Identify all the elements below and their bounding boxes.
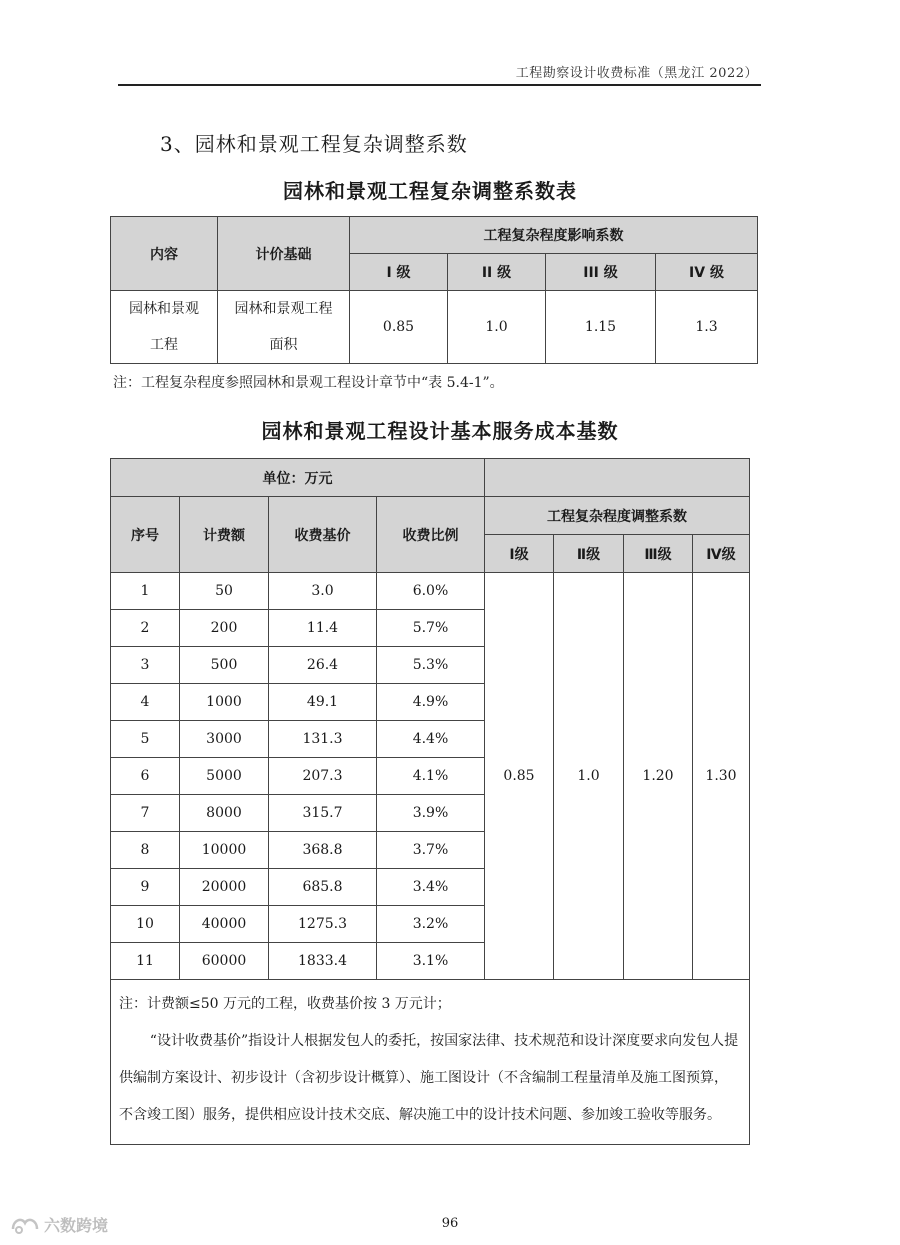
table2-note-line1: 注：计费额≤50 万元的工程，收费基价按 3 万元计； [119,996,451,1012]
table2-unit-label: 单位：万元 [111,459,485,497]
table1-cell-basis [218,291,350,364]
table2-header-fee: 计费额 [180,497,269,573]
row-no: 2 [111,610,180,647]
factor-level-3: 1.20 [624,573,693,980]
row-ratio: 3.1% [377,943,485,980]
table2-header-factor-group: 工程复杂程度调整系数 [485,497,750,535]
row-base: 685.8 [269,869,377,906]
row-fee: 3000 [180,721,269,758]
row-base: 11.4 [269,610,377,647]
row-base: 49.1 [269,684,377,721]
row-ratio: 4.9% [377,684,485,721]
header-rule [118,84,761,86]
service-cost-base-table [110,458,750,1145]
row-base: 26.4 [269,647,377,684]
row-no: 6 [111,758,180,795]
table1-header-level-3: III 级 [546,254,656,291]
table1-basis-line1: 园林和景观工程 [234,301,333,317]
row-ratio: 6.0% [377,573,485,610]
table1-value-level-1: 0.85 [350,291,448,364]
table1-content-line2: 工程 [150,337,178,353]
row-no: 4 [111,684,180,721]
table1-header-factor-group: 工程复杂程度影响系数 [350,217,758,254]
table1-note: 注：工程复杂程度参照园林和景观工程设计章节中“表 5.4-1”。 [113,375,504,391]
row-base: 3.0 [269,573,377,610]
row-ratio: 3.7% [377,832,485,869]
row-no: 3 [111,647,180,684]
row-fee: 200 [180,610,269,647]
running-header: 工程勘察设计收费标准（黑龙江 2022） [515,66,758,81]
row-base: 131.3 [269,721,377,758]
row-ratio: 3.2% [377,906,485,943]
row-fee: 20000 [180,869,269,906]
table1-value-level-2: 1.0 [448,291,546,364]
table2-header-ratio: 收费比例 [377,497,485,573]
row-no: 11 [111,943,180,980]
row-fee: 500 [180,647,269,684]
table2-header-level-4: Ⅳ级 [693,535,750,573]
table1-content-line1: 园林和景观 [129,301,199,317]
row-fee: 60000 [180,943,269,980]
row-no: 7 [111,795,180,832]
table1-header-basis: 计价基础 [218,217,350,291]
table1-header-level-2: II 级 [448,254,546,291]
table1-value-level-3: 1.15 [546,291,656,364]
table2-header-base: 收费基价 [269,497,377,573]
row-fee: 50 [180,573,269,610]
factor-level-2: 1.0 [554,573,624,980]
factor-level-1: 0.85 [485,573,554,980]
row-no: 8 [111,832,180,869]
row-fee: 1000 [180,684,269,721]
row-base: 368.8 [269,832,377,869]
row-fee: 40000 [180,906,269,943]
row-no: 1 [111,573,180,610]
table1-header-level-4: IV 级 [656,254,758,291]
table2-note-paragraph: “设计收费基价”指设计人根据发包人的委托，按国家法律、技术规范和设计深度要求向发包人提供编制方案设计、初步设计（含初步设计概算）、施工图设计（不含编制工程量清单及施工图预算，不含竣工图）服务，提供相应设计技术交底、解决施工中的设计技术问题、参加竣工验收等服务。 [119,1033,739,1123]
row-ratio: 5.3% [377,647,485,684]
table2-note [111,980,750,1145]
row-ratio: 5.7% [377,610,485,647]
table1-header-level-1: I 级 [350,254,448,291]
row-fee: 10000 [180,832,269,869]
table2-header-no: 序号 [111,497,180,573]
table2-header-level-3: Ⅲ级 [624,535,693,573]
row-no: 5 [111,721,180,758]
table2-unit-blank [485,459,750,497]
factor-level-4: 1.30 [693,573,750,980]
row-base: 207.3 [269,758,377,795]
complexity-factor-table [110,216,758,364]
table2-note-row [111,980,750,1145]
table1-basis-line2: 面积 [269,337,298,353]
table-row [111,573,750,610]
table2-header-level-1: Ⅰ级 [485,535,554,573]
table2-header-level-2: Ⅱ级 [554,535,624,573]
row-ratio: 4.1% [377,758,485,795]
table1-header-content: 内容 [111,217,218,291]
row-base: 1833.4 [269,943,377,980]
row-base: 315.7 [269,795,377,832]
section-title: 3、园林和景观工程复杂调整系数 [160,132,468,156]
row-fee: 8000 [180,795,269,832]
watermark-text: 六数跨境 [44,1216,109,1235]
page-number: 96 [441,1216,459,1231]
table1-title: 园林和景观工程复杂调整系数表 [283,179,577,203]
row-ratio: 3.9% [377,795,485,832]
row-no: 10 [111,906,180,943]
table2-title: 园林和景观工程设计基本服务成本基数 [261,419,619,443]
row-fee: 5000 [180,758,269,795]
row-base: 1275.3 [269,906,377,943]
table1-cell-content [111,291,218,364]
row-ratio: 4.4% [377,721,485,758]
row-no: 9 [111,869,180,906]
row-ratio: 3.4% [377,869,485,906]
table1-value-level-4: 1.3 [656,291,758,364]
